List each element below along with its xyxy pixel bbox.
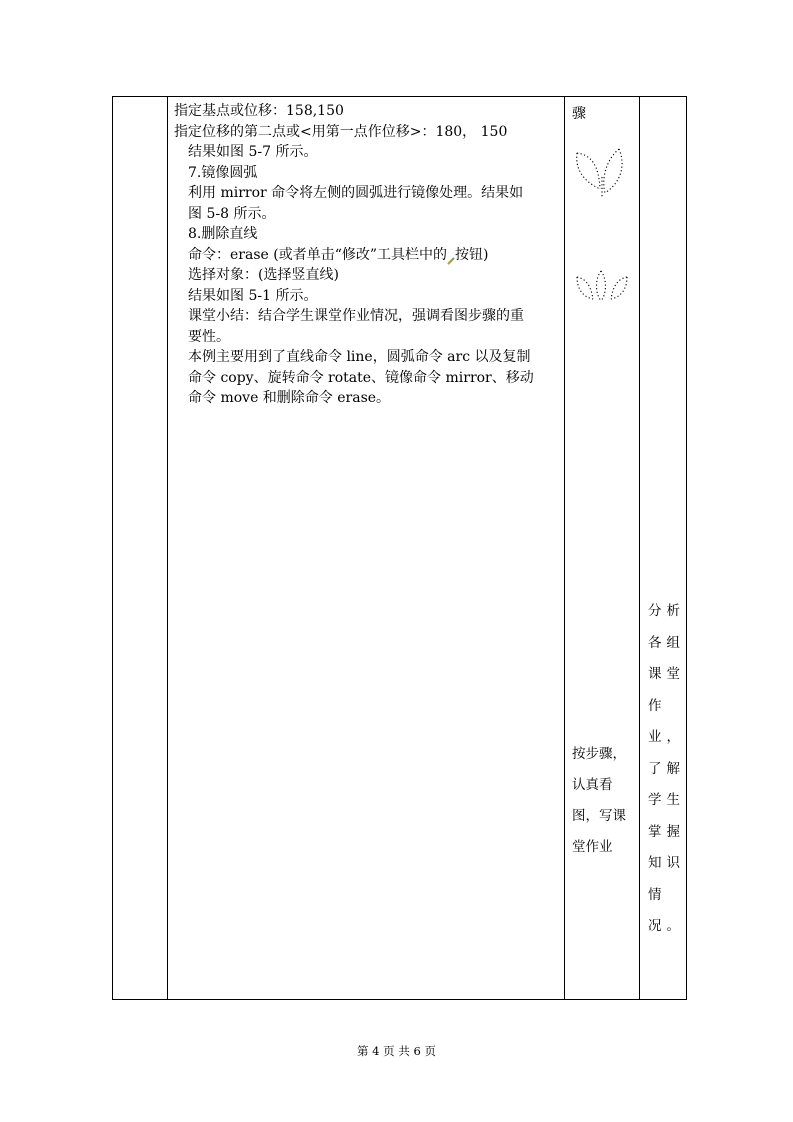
student-activity-cell (572, 739, 638, 863)
note-line: 作 (648, 697, 667, 714)
content-line: 8.删除直线 (188, 226, 258, 242)
content-line: 要性。 (188, 328, 230, 345)
side-label-top: 骤 (572, 106, 586, 122)
content-line: 利用 mirror 命令将左侧的圆弧进行镜像处理。结果如 (188, 185, 524, 201)
note-line: 学生 (648, 792, 685, 808)
teaching-content-cell (174, 101, 564, 409)
note-line: 况。 (648, 918, 685, 934)
activity-line: 认真看 (572, 777, 613, 793)
note-line: 各组 (648, 634, 685, 651)
lesson-table (112, 96, 687, 1000)
note-line: 分析 (648, 603, 685, 619)
mirror-arc-figure (573, 147, 631, 203)
content-line: 7.镜像圆弧 (188, 164, 258, 181)
content-line: 命令 move 和删除命令 erase。 (188, 390, 391, 406)
content-line: 选择对象：(选择竖直线) (188, 267, 339, 283)
activity-line: 堂作业 (572, 839, 613, 855)
content-line: 本例主要用到了直线命令 line，圆弧命令 arc 以及复制 (188, 349, 531, 365)
content-line: 图 5-8 所示。 (188, 205, 276, 222)
note-line: 掌握 (648, 823, 685, 840)
content-line: 结果如图 5-7 所示。 (188, 144, 318, 160)
content-line: 课堂小结：结合学生课堂作业情况，强调看图步骤的重 (188, 308, 524, 324)
erase-command-text: 命令：erase (或者单击“修改”工具栏中的 (188, 246, 448, 263)
note-line: 了解 (648, 760, 685, 777)
erase-command-line (174, 245, 564, 266)
content-line: 指定位移的第二点或<用第一点作位移>：180， 150 (174, 123, 508, 140)
final-figure (573, 267, 631, 307)
note-line: 情 (648, 886, 667, 903)
content-line: 命令 copy、旋转命令 rotate、镜像命令 mirror、移动 (188, 369, 534, 386)
note-line: 课堂 (648, 666, 685, 682)
design-intent-cell (648, 596, 688, 943)
page-footer: 第 4 页 共 6 页 (357, 1044, 436, 1058)
note-line: 知识 (648, 855, 685, 871)
column-divider (639, 97, 640, 999)
activity-line: 图，写课 (572, 808, 626, 824)
content-line: 指定基点或位移：158,150 (174, 103, 344, 119)
column-divider (564, 97, 565, 999)
content-line: 结果如图 5-1 所示。 (188, 287, 318, 304)
note-line: 业， (648, 729, 685, 745)
erase-tool-icon (447, 251, 455, 259)
column-divider (167, 97, 168, 999)
activity-line: 按步骤， (572, 746, 626, 762)
erase-command-suffix: 按钮) (455, 246, 489, 263)
